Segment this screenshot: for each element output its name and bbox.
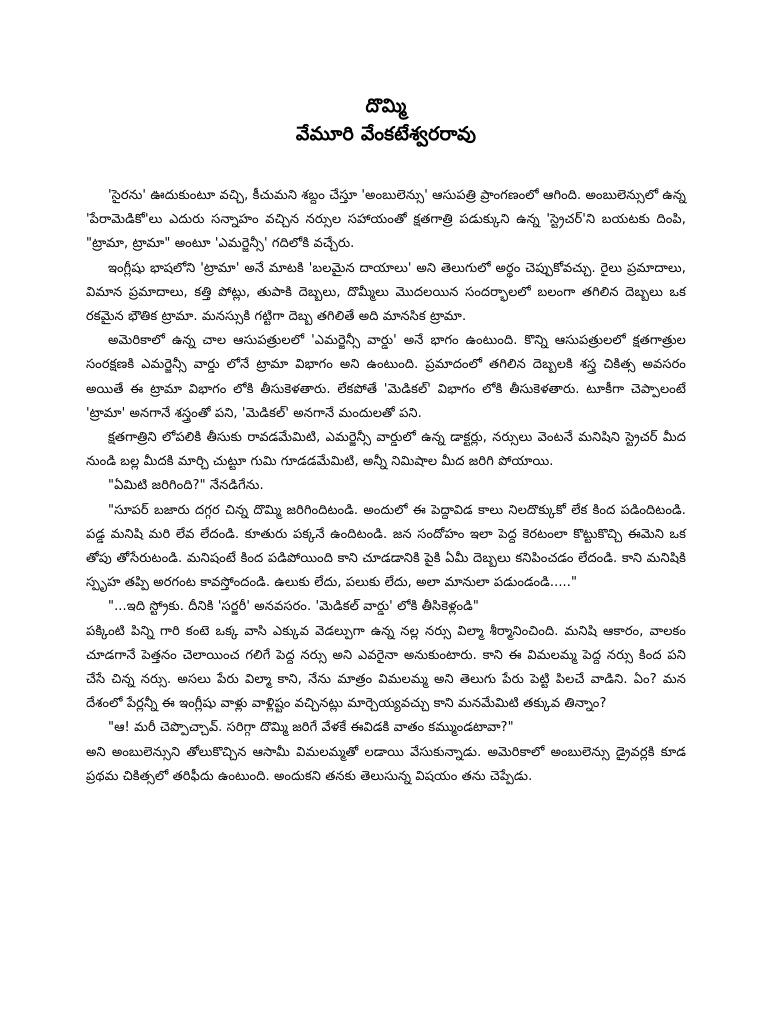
story-body — [86, 184, 686, 789]
author-name: వేమూరి వేంకటేశ్వరరావు — [295, 123, 477, 145]
story-paragraph: అమెరికాలో ఉన్న చాల ఆసుపత్రులలో 'ఎమర్జెన్సీ వార్డు' అనే భాగం ఉంటుంది. కొన్ని ఆసుపత్రులలో క్షతగాత్రుల సంరక్షణకి ఎమర్జెన్సీ వార్డు లోనే ట్రామా విభాగం అని ఉంటుంది. ప్రమాదంలో తగిలిన దెబ్బలకి శస్త్ర చికిత్స అవసరం అయితే ఈ ట్రామా విభాగం లోకి తీసుకెళతారు. లేకపోతే 'మెడికల్' విభాగం లోకి తీసుకెళతారు. టూకీగా చెప్పాలంటే 'ట్రామా' అనగానే శస్త్రంతో పని, 'మెడికల్' అనగానే మందులతో పని. — [86, 333, 686, 421]
story-paragraph: ఇంగ్లీషు భాషలోని 'ట్రామా' అనే మాటకి 'బలమైన దాయాలు' అని తెలుగులో అర్థం చెప్పుకోవచ్చు. రైలు ప్రమాదాలు, విమాన ప్రమాదాలు, కత్తి పోట్లు, తుపాకి దెబ్బలు, దొమ్మీలు మొదలయిన సందర్భాలలో బలంగా తగిలిన దెబ్బలు ఒక రకమైన భౌతిక ట్రామా. మనస్సుకి గట్టిగా దెబ్బ తగిలితే అది మానసిక ట్రామా. — [86, 260, 686, 325]
story-paragraph: "...ఇది స్ట్రోకు. దీనికి 'సర్జరీ' అనవసరం. 'మెడికల్ వార్డు' లోకి తీసికెళ్లండి" — [108, 599, 479, 615]
story-paragraph: 'సైరను' ఊదుకుంటూ వచ్చి, కీచుమని శబ్దం చేస్తూ 'అంబులెన్సు' ఆసుపత్రి ప్రాంగణంలో ఆగింది. అంబులెన్సులో ఉన్న 'పేరామెడికో'లు ఎదురు సన్నాహం వచ్చిన నర్సుల సహాయంతో క్షతగాత్రి పడుక్కుని ఉన్న 'స్ట్రెచర్'ని బయటకు దింపి, "ట్రామా, ట్రామా" అంటూ 'ఎమర్జెన్సీ' గదిలోకి వచ్చేరు. — [86, 188, 686, 252]
story-title: దొమ్మి — [365, 95, 407, 117]
story-paragraph: "ఏమిటి జరిగింది?" నేనడిగేను. — [108, 478, 264, 494]
story-paragraph: క్షతగాత్రిని లోపలికి తీసుకు రావడమేమిటి, ఎమర్జెన్సీ వార్డులో ఉన్న డాక్టర్లు, నర్సులు వెంటనే మనిషిని స్ట్రెచర్ మీద నుండి బల్ల మీదకి మార్చి చుట్టూ గుమి గూడడమేమిటి, అన్నీ నిమిషాల మీద జరిగి పోయాయి. — [86, 430, 686, 470]
document-page — [86, 92, 686, 789]
story-paragraph: పక్కింటి పిన్ని గారి కంటె ఒక్క వాసి ఎక్కువ వెడల్పుగా ఉన్న నల్ల నర్సు విల్మా శీర్మానించింది. మనిషి ఆకారం, వాలకం చూడగానే పెత్తనం చెలాయించ గలిగే పెద్ద నర్సు అని ఎవరైనా అనుకుంటారు. కాని ఈ విమలమ్మ పెద్ద నర్సు కింద పని చేసే చిన్న నర్సు. అసలు పేరు విల్మా కాని, నేను మాత్రం విమలమ్మ అని తెలుగు పేరు పెట్టి పిలచే వాడిని. ఏం? మన దేశంలో పేర్లన్నీ ఈ ఇంగ్లీషు వాళ్లు వాళ్లిష్టం వచ్చినట్లు మార్చెయ్యవచ్చు కాని మనమేమిటి తక్కువ తిన్నాం? — [86, 623, 686, 712]
story-paragraph: అని అంబులెన్సుని తోలుకొచ్చిన ఆసామీ విమలమ్మతో లడాయి వేసుకున్నాడు. అమెరికాలో అంబులెన్సు డ్రైవర్లకి కూడ ప్రథమ చికిత్సలో తరిఫీదు ఉంటుంది. అందుకని తనకు తెలుసున్న విషయం తను చెప్పేడు. — [86, 744, 686, 784]
story-paragraph: "ఆ! మరీ చెప్పొచ్చావ్. సరిగ్గా దొమ్మి జరిగే వేళకే ఈవిడకి వాతం కమ్ముండటావా?" — [108, 720, 514, 736]
story-paragraph: "సూపర్ బజారు దగ్గర చిన్న దొమ్మి జరిగిందిటండి. అందులో ఈ పెద్దావిడ కాలు నిలదొక్కుకో లేక కింద పడిందిటండి. పడ్డ మనిషి మరి లేవ లేదండి. కూతురు పక్కనే ఉందిటండి. జన సందోహం ఇలా పెద్ద కెరటంలా కొట్టుకొచ్చి ఈమెని ఒక తోపు తోసేరుటండి. మనిషంటే కింద పడిపోయింది కాని చూడడానికి పైకి ఏమీ దెబ్బలు కనిపించడం లేదండి. కాని మనిషికి స్పృహ తప్పి అరగంట కావస్తోందండి. ఉలుకు లేదు, పలుకు లేదు, అలా మానులా పడుండండి....." — [86, 502, 686, 591]
